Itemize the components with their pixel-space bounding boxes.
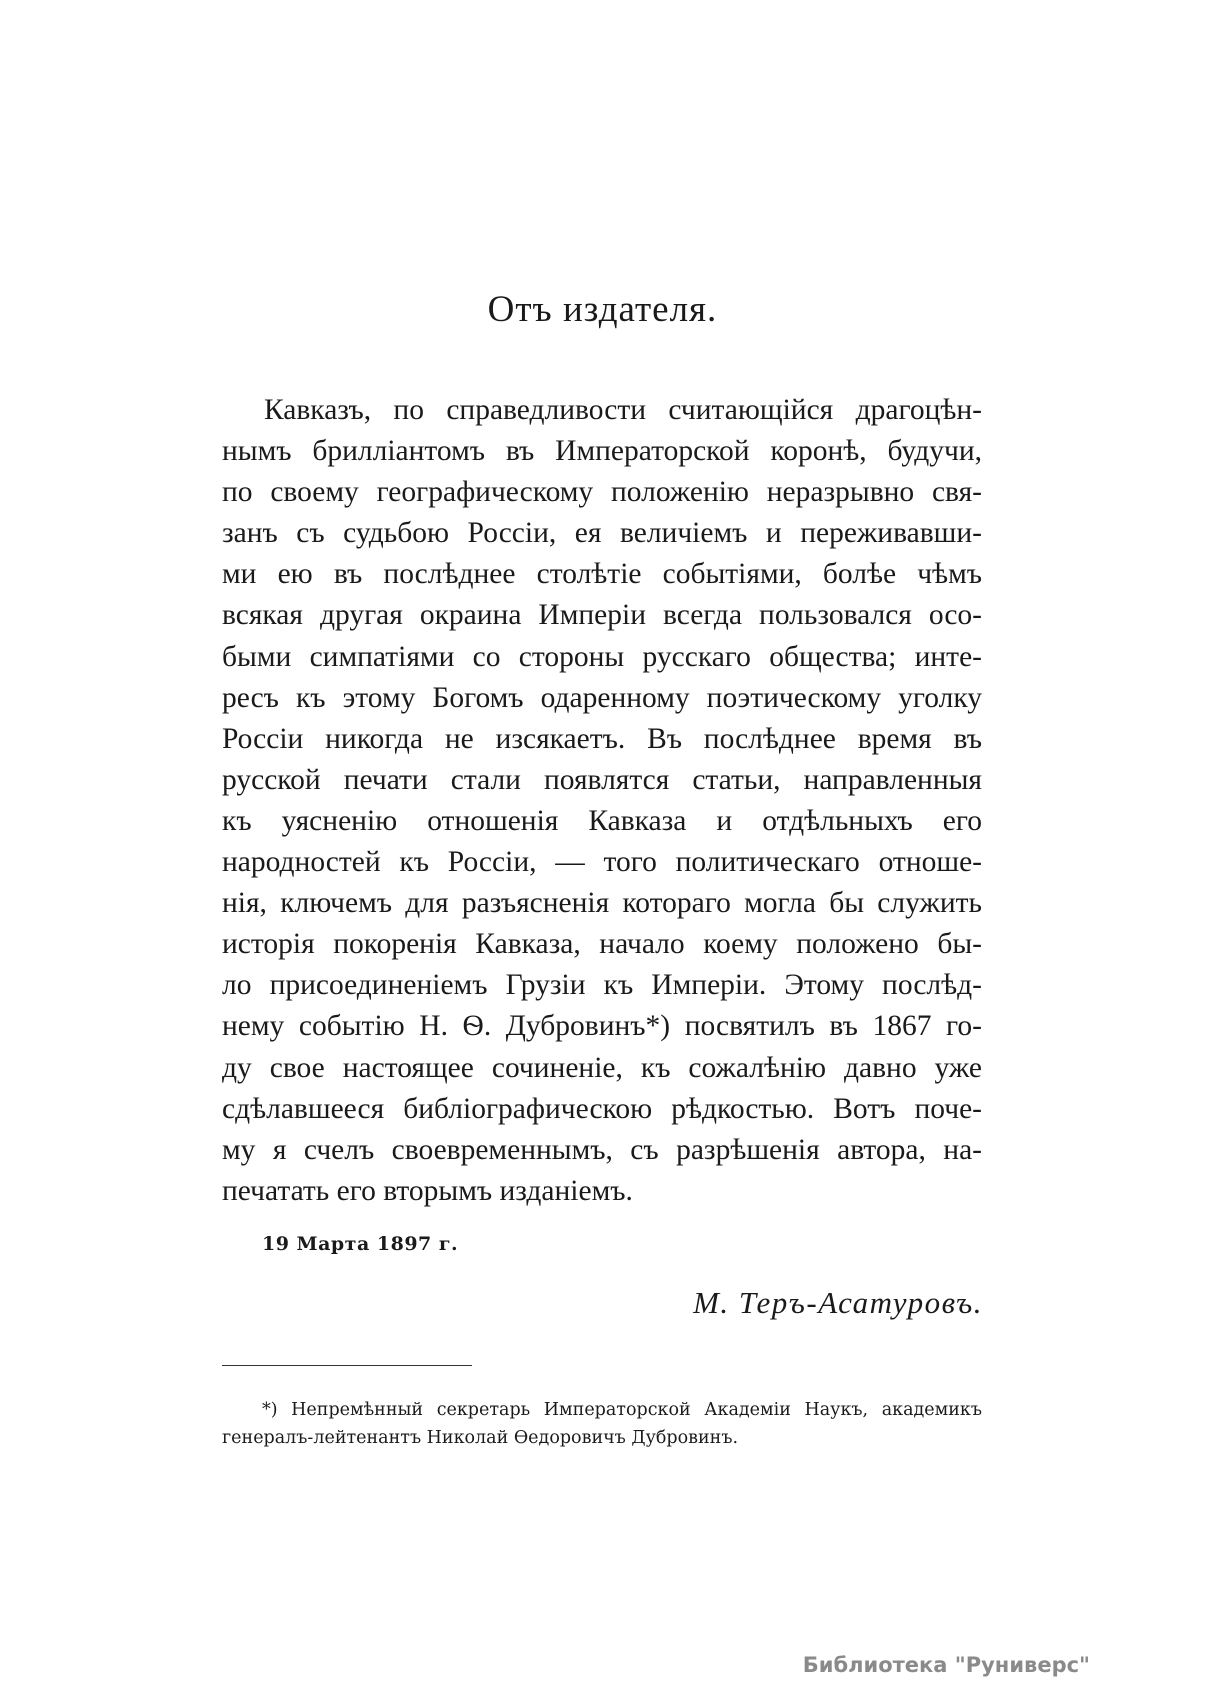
- paragraph-line: нему событію Н. Ѳ. Дубровинъ*) посвятилъ въ 1867 го-: [222, 1010, 982, 1043]
- page-title: Отъ издателя.: [487, 289, 718, 330]
- date-line: 19 Марта 1897 г.: [262, 1233, 459, 1255]
- paragraph-line: ло присоединеніемъ Грузіи къ Имперіи. Этому послѣд-: [222, 969, 982, 1002]
- paragraph-line: Кавказъ, по справедливости считающійся драгоцѣн-: [264, 394, 982, 426]
- paragraph-line: му я счелъ своевременнымъ, съ разрѣшенія автора, на-: [222, 1133, 982, 1166]
- paragraph-line: нымъ брилліантомъ въ Императорской коронѣ, будучи,: [222, 435, 982, 468]
- footnote-divider: [222, 1365, 472, 1366]
- paragraph-line: ми ею въ послѣднее столѣтіе событіями, болѣе чѣмъ: [222, 558, 982, 591]
- paragraph-line: по своему географическому положенію неразрывно свя-: [222, 476, 982, 509]
- footnote-line: *) Непремѣнный секретарь Императорской Академіи Наукъ, академикъ: [262, 1400, 982, 1420]
- paragraph-line: сдѣлавшееся библіографическою рѣдкостью. Вотъ поче-: [222, 1092, 982, 1125]
- paragraph-line: Россіи никогда не изсякаетъ. Въ послѣднее время въ: [222, 722, 982, 755]
- paragraph-line: ресъ къ этому Богомъ одаренному поэтическому уголку: [222, 681, 982, 714]
- paragraph-line: занъ съ судьбою Россіи, ея величіемъ и переживавши-: [222, 517, 982, 550]
- paragraph-line: нія, ключемъ для разъясненія котораго могла бы служить: [222, 887, 982, 920]
- paragraph-line: ду свое настоящее сочиненіе, къ сожалѣнію давно уже: [222, 1051, 982, 1084]
- library-watermark: Библиотека "Руниверс": [802, 1653, 1090, 1677]
- footnote: [222, 1396, 982, 1452]
- paragraph-line: быми симпатіями со стороны русскаго общества; инте-: [222, 640, 982, 673]
- paragraph-line: исторія покоренія Кавказа, начало коему положено бы-: [222, 928, 982, 961]
- footnote-line: генералъ-лейтенантъ Николай Ѳедоровичъ Дубровинъ.: [222, 1428, 739, 1448]
- paragraph-line: всякая другая окраина Имперіи всегда пользовался осо-: [222, 599, 982, 632]
- signature: М. Теръ-Асатуровъ.: [693, 1285, 983, 1320]
- preface-paragraph: [222, 390, 982, 1212]
- paragraph-line: народностей къ Россіи, — того политическаго отноше-: [222, 846, 982, 879]
- paragraph-line: къ уясненію отношенія Кавказа и отдѣльныхъ его: [222, 804, 982, 837]
- paragraph-line: русской печати стали появлятся статьи, направленныя: [222, 763, 982, 796]
- paragraph-line: печатать его вторымъ изданіемъ.: [222, 1174, 633, 1207]
